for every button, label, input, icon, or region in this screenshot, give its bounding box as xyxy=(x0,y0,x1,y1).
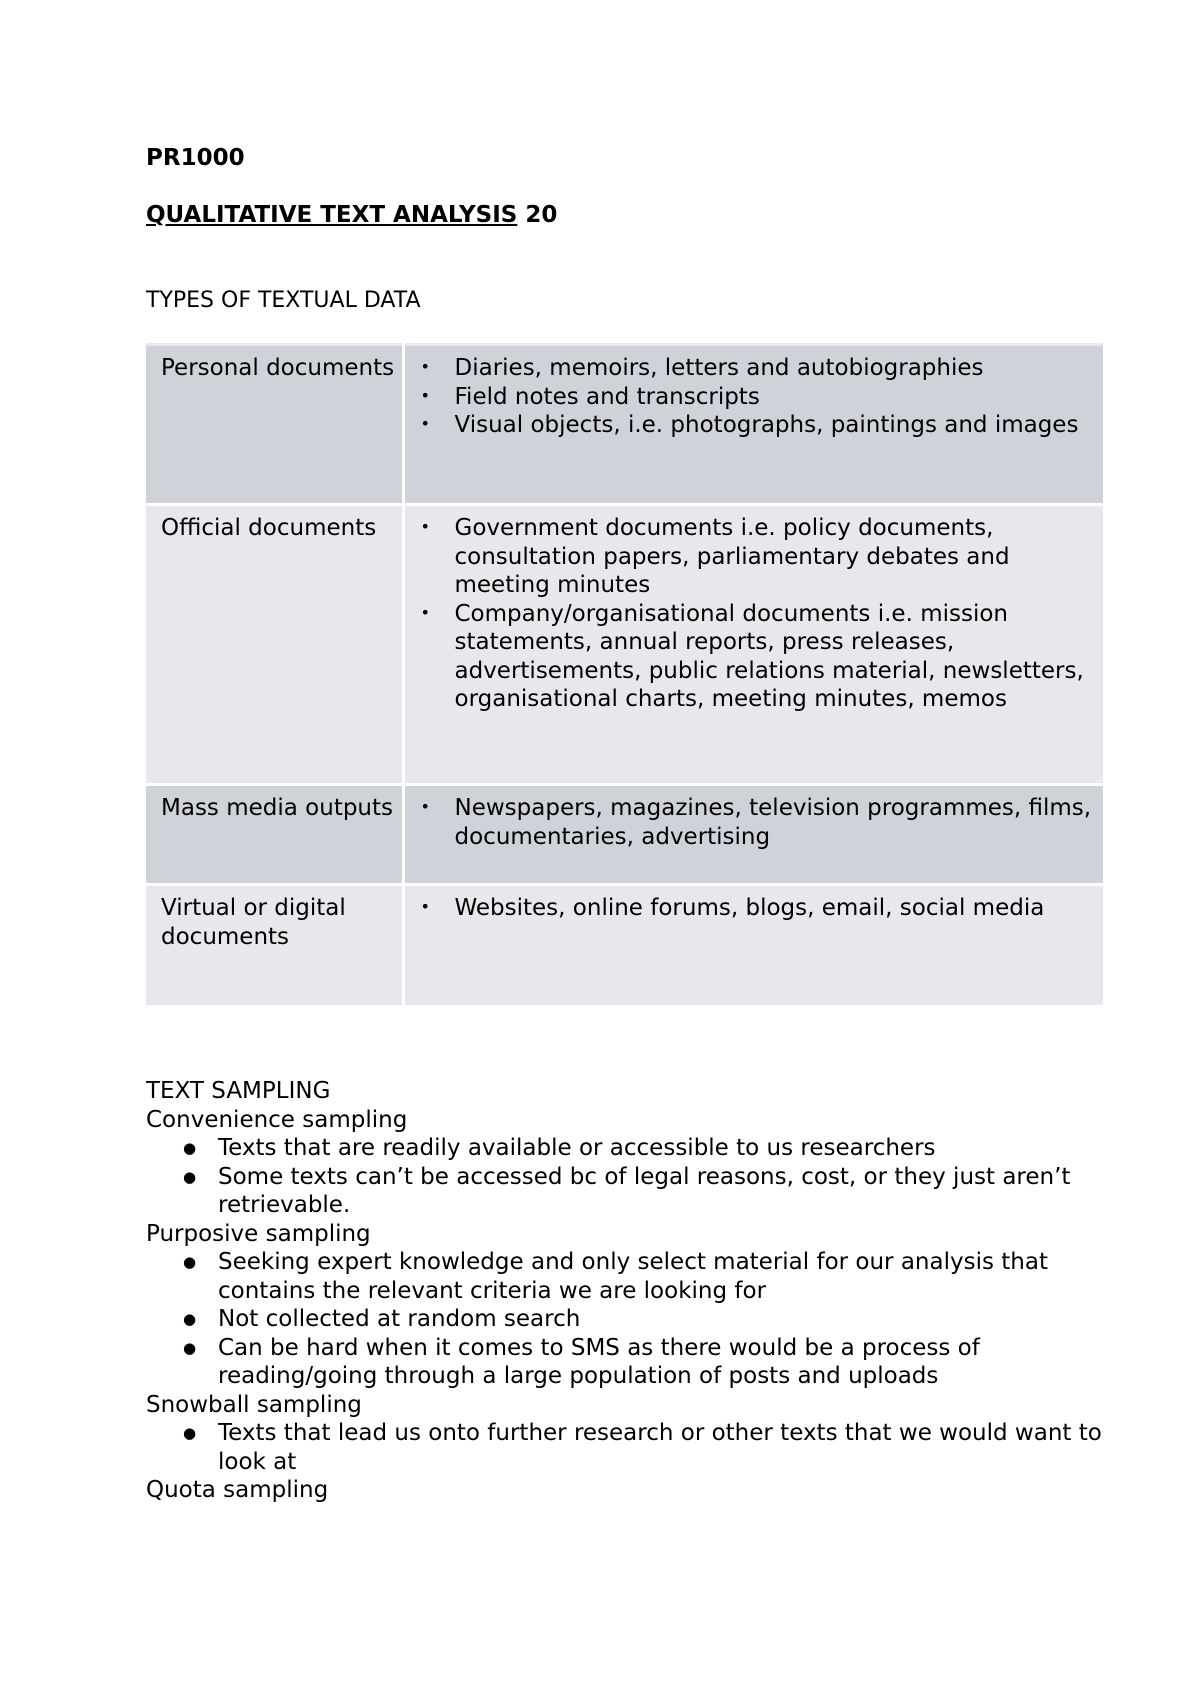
list-item: ● Texts that lead us onto further research or other texts that we would want to look at xyxy=(218,1419,1106,1476)
bullet-list xyxy=(420,354,1104,440)
purposive-sampling-title: Purposive sampling xyxy=(146,1220,371,1247)
bullet-list xyxy=(420,514,1104,714)
convenience-sampling-title: Convenience sampling xyxy=(146,1106,408,1133)
row-label: Virtual or digital documents xyxy=(146,885,403,1005)
document-title-main: QUALITATIVE TEXT ANALYSIS xyxy=(146,202,518,228)
row-content xyxy=(403,885,1103,1005)
row-content xyxy=(403,505,1103,785)
table-row xyxy=(146,885,1103,1005)
table-row xyxy=(146,345,1103,505)
course-code: PR1000 xyxy=(146,145,245,171)
row-label: Official documents xyxy=(146,505,403,785)
purposive-sampling-list xyxy=(146,1248,1106,1391)
snowball-sampling-list xyxy=(146,1419,1106,1476)
list-item: • Company/organisational documents i.e. mission statements, annual reports, press releases, advertisements, public relations material, newsletters, organisational charts, meeting minutes, memos xyxy=(455,600,1104,714)
table-row xyxy=(146,505,1103,785)
bullet-list xyxy=(420,794,1104,851)
bullet-list xyxy=(420,894,1104,923)
list-item: ● Seeking expert knowledge and only select material for our analysis that contains the relevant criteria we are looking for xyxy=(218,1248,1106,1305)
list-item: • Diaries, memoirs, letters and autobiographies xyxy=(455,354,1104,383)
list-item: • Websites, online forums, blogs, email, social media xyxy=(455,894,1104,923)
document-title-number: 20 xyxy=(517,202,558,228)
row-label: Mass media outputs xyxy=(146,785,403,885)
row-label: Personal documents xyxy=(146,345,403,505)
row-content xyxy=(403,345,1103,505)
row-content xyxy=(403,785,1103,885)
table-row xyxy=(146,785,1103,885)
text-sampling-section xyxy=(146,1077,1106,1505)
quota-sampling-title: Quota sampling xyxy=(146,1477,329,1503)
snowball-sampling-title: Snowball sampling xyxy=(146,1391,362,1418)
sampling-heading: TEXT SAMPLING xyxy=(146,1078,331,1104)
list-item: • Newspapers, magazines, television programmes, films, documentaries, advertising xyxy=(455,794,1104,851)
list-item: ● Texts that are readily available or accessible to us researchers xyxy=(218,1134,1106,1163)
document-title xyxy=(146,201,557,229)
textual-data-types-table xyxy=(146,343,1103,1005)
list-item: ● Can be hard when it comes to SMS as there would be a process of reading/going through a large population of posts and uploads xyxy=(218,1334,1106,1391)
types-heading: TYPES OF TEXTUAL DATA xyxy=(146,288,421,313)
list-item: • Government documents i.e. policy documents, consultation papers, parliamentary debates and meeting minutes xyxy=(455,514,1104,600)
convenience-sampling-list xyxy=(146,1134,1106,1220)
list-item: • Field notes and transcripts xyxy=(455,383,1104,412)
list-item: ● Not collected at random search xyxy=(218,1305,1106,1334)
list-item: • Visual objects, i.e. photographs, paintings and images xyxy=(455,411,1104,440)
list-item: ● Some texts can’t be accessed bc of legal reasons, cost, or they just aren’t retrievable. xyxy=(218,1163,1106,1220)
